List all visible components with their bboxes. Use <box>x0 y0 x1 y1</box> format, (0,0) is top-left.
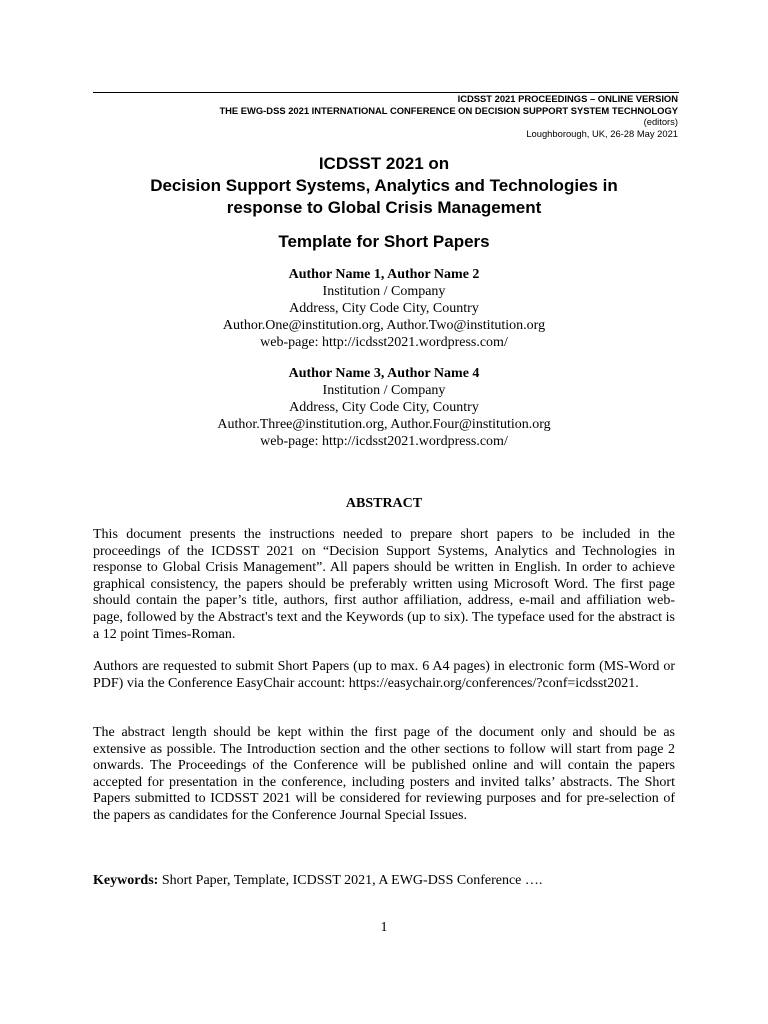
author-block-2 <box>93 365 675 450</box>
author-institution: Institution / Company <box>322 383 446 398</box>
header-location-date: Loughborough, UK, 26-28 May 2021 <box>526 127 678 139</box>
author-emails: Author.Three@institution.org, Author.Four@institution.org <box>217 417 551 432</box>
running-header <box>219 93 678 139</box>
header-proceedings: ICDSST 2021 PROCEEDINGS – ONLINE VERSION <box>457 93 678 104</box>
keywords-line <box>93 872 542 889</box>
header-conference: THE EWG-DSS 2021 INTERNATIONAL CONFERENCE ON DECISION SUPPORT SYSTEM TECHNOLOGY <box>219 104 678 116</box>
header-editors: (editors) <box>643 116 678 127</box>
author-names: Author Name 3, Author Name 4 <box>288 366 480 381</box>
author-block-1 <box>93 266 675 351</box>
author-address: Address, City Code City, Country <box>289 400 479 415</box>
abstract-heading: ABSTRACT <box>345 496 423 511</box>
keywords-label: Keywords: <box>93 873 159 888</box>
abstract-paragraph-1: This document presents the instructions needed to prepare short papers to be included in the proceedings of the ICDSST 2021 on “Decision Support Systems, Analytics and Technologies in response to Global Crisis Management”. All papers should be written in English. In order to achieve graphical consistency, the papers should be preferably written using Microsoft Word. The first page should contain the paper’s title, authors, first author affiliation, address, e-mail and affiliation web-page, followed by the Abstract's text and the Keywords (up to six). The typeface used for the abstract is a 12 point Times-Roman. <box>93 527 675 642</box>
title-line-2: Decision Support Systems, Analytics and Technologies in <box>150 176 618 195</box>
author-institution: Institution / Company <box>322 284 446 299</box>
abstract-paragraph-3: The abstract length should be kept within the first page of the document only and should be as extensive as possible. The Introduction section and the other sections to follow will start from page 2 onwards. The Proceedings of the Conference will be published online and will contain the papers accepted for presentation in the conference, including posters and invited talks’ abstracts. The Short Papers submitted to ICDSST 2021 will be considered for reviewing purposes and for pre-selection of the papers as candidates for the Conference Journal Special Issues. <box>93 725 675 823</box>
page-number: 1 <box>380 920 388 935</box>
keywords-text: Short Paper, Template, ICDSST 2021, A EWG-DSS Conference …. <box>161 873 543 888</box>
paper-title <box>93 153 675 219</box>
title-line-1: ICDSST 2021 on <box>318 154 450 173</box>
abstract-paragraph-2: Authors are requested to submit Short Papers (up to max. 6 A4 pages) in electronic form (MS-Word or PDF) via the Conference EasyChair account: https://easychair.org/conferences/?conf=icdsst2021. <box>93 659 675 691</box>
author-address: Address, City Code City, Country <box>289 301 479 316</box>
author-emails: Author.One@institution.org, Author.Two@institution.org <box>222 318 546 333</box>
author-webpage: web-page: http://icdsst2021.wordpress.com/ <box>260 434 508 449</box>
author-names: Author Name 1, Author Name 2 <box>288 267 480 282</box>
title-line-3: response to Global Crisis Management <box>226 198 542 217</box>
author-webpage: web-page: http://icdsst2021.wordpress.com/ <box>260 335 508 350</box>
paper-subtitle: Template for Short Papers <box>278 232 490 251</box>
